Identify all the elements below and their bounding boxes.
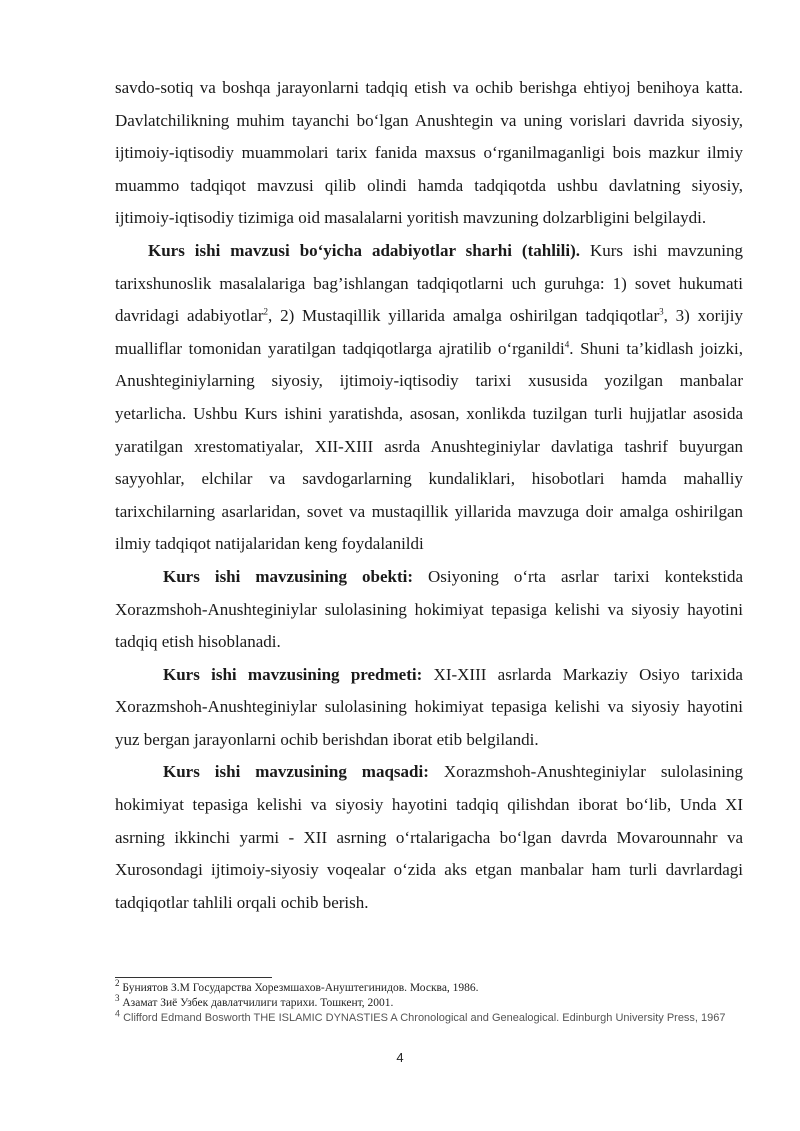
- footnote-item: [115, 993, 743, 1011]
- paragraph-goal: [115, 756, 743, 919]
- footnote-text: Азамат Зиё Узбек давлатчилиги тарихи. Тошкент, 2001.: [119, 997, 394, 1009]
- footnote-ref[interactable]: 2: [263, 306, 268, 317]
- paragraph-text: , 2) Mustaqillik yillarida amalga oshirilgan tadqiqotlar: [268, 306, 660, 326]
- paragraph-literature-review: [115, 235, 743, 561]
- footnotes: [115, 978, 743, 1026]
- paragraph-object: [115, 561, 743, 659]
- paragraph-text: Osiyoning o‘rta asrlar tarixi kontekstida Xorazmshoh-Anushteginiylar sulolasining hokimiyat tepasiga kelishi va siyosiy hayotini tadqiq etish hisoblanadi.: [115, 566, 743, 652]
- footnote-mark: 2: [115, 978, 120, 989]
- footnote-text: Clifford Edmand Bosworth THE ISLAMIC DYNASTIES A Chronological and Genealogical. Edinburgh University Press, 1967: [120, 1012, 726, 1024]
- footnote-item: [115, 1008, 743, 1026]
- paragraph-text: savdo-sotiq va boshqa jarayonlarni tadqiq etish va ochib berishga ehtiyoj benihoya katta. Davlatchilikning muhim tayanchi bo‘lgan Anushtegin va uning vorislari davrida siyosiy, ijtimoiy-iqtisodiy muammolari tarix fanida maxsus o‘rganilmaganligi bois mazkur ilmiy muammo tadqiqot mavzusi qilib olindi hamda tadqiqotda ushbu davlatning siyosiy, ijtimoiy-iqtisodiy tizimiga oid masalalarni yoritish mavzuning dolzarbligini belgilaydi.: [115, 78, 743, 228]
- paragraph-text: XI-XIII asrlarda Markaziy Osiyo tarixida Xorazmshoh-Anushteginiylar sulolasining hokimiyat tepasiga kelishi va siyosiy hayotini yuz bergan jarayonlarni ochib berishdan iborat etib belgilandi.: [115, 664, 743, 749]
- footnote-ref[interactable]: 3: [659, 306, 664, 317]
- footnote-text: Буниятов З.М Государства Хорезмшахов-Ануштегинидов. Москва, 1986.: [119, 982, 479, 994]
- paragraph-text: Kurs ishi mavzuning tarixshunoslik masalalariga bag’ishlangan tadqiqotlarni uch guruhga: 1) sovet hukumati davridagi adabiyotlar: [115, 240, 744, 326]
- section-heading: Kurs ishi mavzusining maqsadi:: [163, 762, 429, 782]
- paragraph-text: . Shuni ta’kidlash joizki, Anushteginiylarning siyosiy, ijtimoiy-iqtisodiy tarixi xususida yozilgan manbalar yetarlicha. Ushbu Kurs ishini yaratishda, asosan, xonlikda tuzilgan turli hujjatlar asosida yaratilgan xrestomatiyalar, XII-XIII asrda Anushteginiylar davlatiga tashrif buyurgan sayyohlar, elchilar va savdogarlarning kundaliklari, hisobotlari hamda mahalliy tarixchilarning asarlaridan, sovet va mustaqillik yillarida mavzuga doir amalga oshirilgan ilmiy tadqiqot natijalaridan keng foydalanildi: [115, 338, 743, 554]
- footnote-ref[interactable]: 4: [564, 339, 570, 350]
- footnote-mark: 4: [115, 1008, 121, 1019]
- paragraph-text: , 3) xorijiy mualliflar tomonidan yaratilgan tadqiqotlarga ajratilib o‘rganildi: [115, 306, 743, 358]
- section-heading: Kurs ishi mavzusining obekti:: [163, 566, 414, 586]
- paragraph-text: Xorazmshoh-Anushteginiylar sulolasining hokimiyat tepasiga kelishi va siyosiy hayotini tadqiq qilishdan iborat bo‘lib, Unda XI asrning ikkinchi yarmi - XII asrning o‘rtalarigacha bo‘lgan davrda Movarounnahr va Xurosondagi ijtimoiy-siyosiy voqealar o‘zida aks etgan manbalar ham turli davrlardagi tadqiqotlar tahlili orqali ochib berish.: [115, 762, 743, 912]
- section-heading: Kurs ishi mavzusining predmeti:: [163, 664, 423, 684]
- paragraph-subject: [115, 659, 743, 757]
- section-heading: Kurs ishi mavzusi bo‘yicha adabiyotlar sharhi (tahlili).: [148, 240, 581, 260]
- footnote-item: [115, 978, 743, 996]
- paragraph-relevance: [115, 72, 743, 235]
- footnote-mark: 3: [115, 993, 120, 1004]
- document-body: [115, 72, 743, 919]
- footnote-separator: [115, 977, 272, 978]
- page-number: 4: [396, 1050, 404, 1065]
